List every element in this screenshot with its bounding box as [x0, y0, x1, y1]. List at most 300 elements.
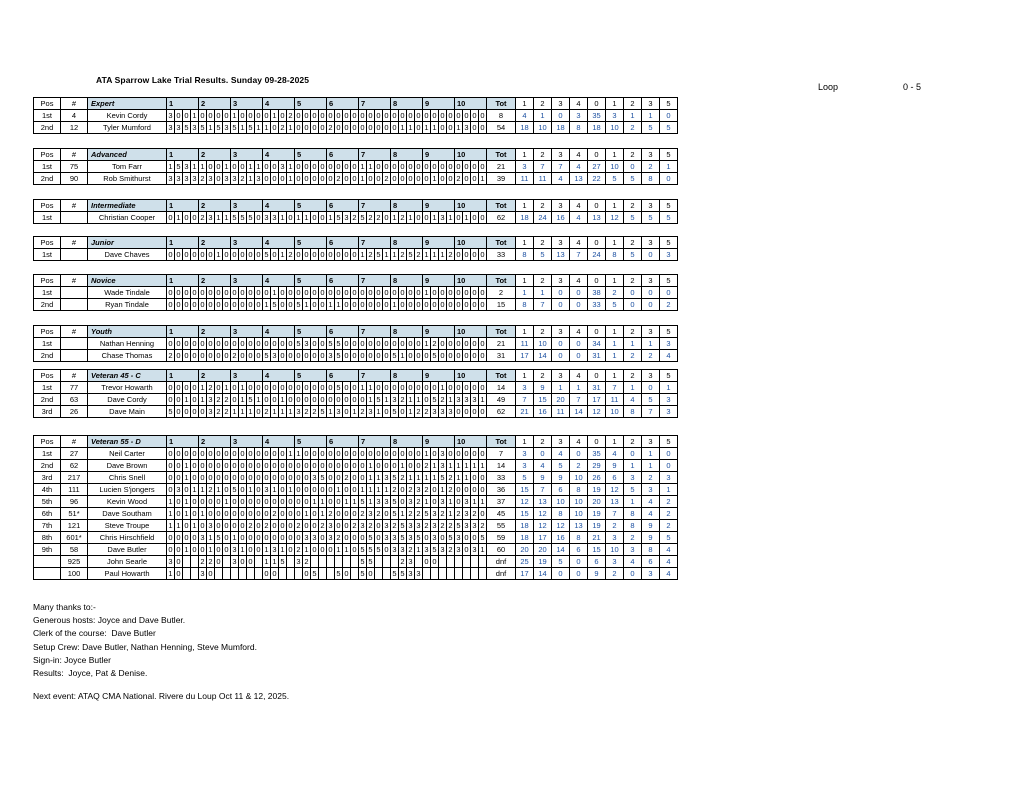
row-section-10-lap-2: 3	[464, 521, 469, 530]
row-section-2-lap-3: 0	[216, 351, 221, 360]
header-section-7: 7	[359, 326, 391, 338]
row-section-1-lap-3: 0	[184, 250, 189, 259]
row-section-8-lap-3: 2	[408, 485, 413, 494]
row-section-10-lap-4: 2	[480, 521, 485, 530]
row-score-count-1: 2	[606, 568, 624, 580]
row-section-2-lap-4: 2	[224, 407, 229, 416]
row-section-10-lap-3: 0	[472, 351, 477, 360]
row-section-1-lap-1: 0	[168, 545, 173, 554]
row-section-4-lap-1: 0	[264, 569, 269, 578]
row-section-1-lap-4: 0	[192, 351, 197, 360]
row-loop-3: 8	[552, 508, 570, 520]
row-section-7-lap-4: 3	[384, 533, 389, 542]
header-score-1: 1	[606, 149, 624, 161]
row-section-9-lap-1: 5	[424, 509, 429, 518]
row-score-count-4: 2	[660, 496, 678, 508]
row-section-9-lap-4: 0	[448, 288, 453, 297]
row-section-4-lap-4: 1	[288, 174, 293, 183]
row-section-5-lap-4: 0	[320, 485, 325, 494]
header-score-3: 3	[642, 436, 660, 448]
row-total: 2	[487, 287, 516, 299]
row-loop-4: 0	[570, 556, 588, 568]
row-loop-4: 10	[570, 472, 588, 484]
row-number: 111	[61, 484, 88, 496]
row-section-6-lap-4: 0	[352, 300, 357, 309]
row-section-10-lap-2: 3	[464, 123, 469, 132]
row-loop-3: 16	[552, 532, 570, 544]
row-score-count-2: 1	[624, 110, 642, 122]
row-section-10-lap-2: 3	[464, 395, 469, 404]
row-section-10-lap-1: 0	[456, 449, 461, 458]
header-loop-1: 1	[516, 237, 534, 249]
row-section-2-lap-1: 1	[200, 485, 205, 494]
row-section-6-lap-3: 0	[344, 288, 349, 297]
row-score-count-0: 20	[588, 496, 606, 508]
row-section-3-lap-1: 0	[232, 395, 237, 404]
row-section-8-lap-1: 0	[392, 174, 397, 183]
row-section-1-lap-1: 0	[168, 339, 173, 348]
row-section-9-lap-2: 0	[432, 557, 437, 566]
row-score-count-2: 5	[624, 484, 642, 496]
row-section-7-lap-2: 2	[368, 250, 373, 259]
row-section-8-lap-2: 5	[400, 533, 405, 542]
row-loop-4: 2	[570, 460, 588, 472]
row-section-8-lap-4: 5	[416, 533, 421, 542]
row-total: 33	[487, 249, 516, 261]
row-section-1-lap-4: 0	[192, 213, 197, 222]
row-section-6-lap-1: 0	[328, 288, 333, 297]
row-section-9-lap-3: 2	[440, 521, 445, 530]
row-section-3-lap-2: 0	[240, 509, 245, 518]
row-section-2-lap-3: 0	[216, 545, 221, 554]
header-total: Tot	[487, 275, 516, 287]
row-section-3-lap-4: 0	[256, 545, 261, 554]
row-score-count-2: 4	[624, 556, 642, 568]
header-score-1: 1	[606, 237, 624, 249]
row-section-5-lap-1: 0	[296, 473, 301, 482]
row-section-2-lap-2: 1	[208, 123, 213, 132]
row-section-3-lap-4: 0	[256, 509, 261, 518]
row-section-9-lap-2: 0	[432, 449, 437, 458]
row-section-10-lap-1	[455, 568, 463, 580]
table-row	[34, 406, 678, 418]
row-section-3-lap-4: 0	[256, 250, 261, 259]
header-total: Tot	[487, 149, 516, 161]
row-section-2-lap-2: 1	[208, 533, 213, 542]
row-section-1-lap-2: 3	[176, 485, 181, 494]
row-score-count-3: 8	[642, 173, 660, 185]
row-section-8-lap-2: 2	[400, 250, 405, 259]
row-section-10-lap-4: 1	[480, 545, 485, 554]
row-score-count-2: 4	[624, 394, 642, 406]
row-number: 77	[61, 382, 88, 394]
row-section-10-lap-4: 0	[480, 111, 485, 120]
row-section-7-lap-1: 5	[360, 557, 365, 566]
row-total: 49	[487, 394, 516, 406]
row-section-9-lap-1: 1	[424, 288, 429, 297]
row-section-5-lap-4: 0	[320, 449, 325, 458]
row-number: 601*	[61, 532, 88, 544]
row-total: 21	[487, 161, 516, 173]
row-section-4-lap-4	[287, 556, 295, 568]
header-section-3: 3	[231, 275, 263, 287]
row-score-count-3: 4	[642, 496, 660, 508]
row-section-7-lap-2: 0	[368, 123, 373, 132]
header-loop-2: 2	[534, 370, 552, 382]
header-score-3: 3	[642, 237, 660, 249]
row-section-5-lap-3: 0	[312, 383, 317, 392]
row-score-count-2: 2	[624, 532, 642, 544]
row-section-9-lap-2: 3	[432, 521, 437, 530]
row-section-6-lap-4: 0	[352, 485, 357, 494]
row-section-9-lap-2: 1	[432, 250, 437, 259]
row-section-2-lap-1: 0	[200, 250, 205, 259]
row-total: 39	[487, 173, 516, 185]
row-loop-4: 7	[570, 249, 588, 261]
row-section-6-lap-4: 0	[352, 449, 357, 458]
row-score-count-1: 2	[606, 287, 624, 299]
row-loop-3: 18	[552, 122, 570, 134]
header-section-5: 5	[295, 326, 327, 338]
row-section-9-lap-4: 2	[448, 521, 453, 530]
row-score-count-2: 3	[624, 472, 642, 484]
row-section-2-lap-1: 0	[200, 497, 205, 506]
header-score-3: 3	[642, 326, 660, 338]
row-section-10-lap-2: 1	[464, 461, 469, 470]
row-section-2-lap-1: 0	[200, 521, 205, 530]
row-section-5-lap-3: 0	[312, 521, 317, 530]
class-table-youth	[33, 325, 678, 362]
row-section-9-lap-1: 0	[424, 395, 429, 404]
row-section-3-lap-2: 0	[240, 449, 245, 458]
row-section-9-lap-3: 3	[440, 213, 445, 222]
row-section-3-lap-1: 1	[232, 111, 237, 120]
row-section-5-lap-3: 0	[312, 351, 317, 360]
row-score-count-0: 13	[588, 212, 606, 224]
header-score-1: 1	[606, 326, 624, 338]
header-loop-4: 4	[570, 326, 588, 338]
row-section-10-lap-1: 3	[456, 533, 461, 542]
header-score-3: 3	[642, 98, 660, 110]
row-score-count-3: 0	[642, 287, 660, 299]
header-number: #	[61, 326, 88, 338]
row-section-2-lap-1: 0	[200, 473, 205, 482]
row-number: 51*	[61, 508, 88, 520]
row-section-10-lap-3: 0	[472, 449, 477, 458]
row-section-2-lap-1: 0	[200, 545, 205, 554]
header-total: Tot	[487, 200, 516, 212]
row-section-7-lap-2: 0	[368, 111, 373, 120]
row-section-7-lap-3: 1	[376, 473, 381, 482]
row-section-4-lap-3: 0	[280, 288, 285, 297]
row-section-4-lap-3: 5	[280, 557, 285, 566]
row-section-9-lap-4: 2	[448, 250, 453, 259]
class-name: Advanced	[88, 149, 167, 161]
row-section-2-lap-2: 0	[208, 339, 213, 348]
row-section-3-lap-1: 0	[232, 300, 237, 309]
row-section-9-lap-1: 2	[424, 461, 429, 470]
row-section-10-lap-1: 0	[456, 383, 461, 392]
row-section-8-lap-2: 0	[400, 339, 405, 348]
row-section-4-lap-1: 0	[264, 383, 269, 392]
row-section-8-lap-1: 0	[392, 449, 397, 458]
row-section-3-lap-4: 1	[256, 123, 261, 132]
row-section-1-lap-2: 0	[176, 250, 181, 259]
row-section-3-lap-1: 1	[232, 407, 237, 416]
row-section-5-lap-2: 0	[304, 395, 309, 404]
class-name: Novice	[88, 275, 167, 287]
row-section-5-lap-3: 0	[312, 288, 317, 297]
row-section-7-lap-3: 2	[376, 213, 381, 222]
row-section-5-lap-1: 0	[296, 497, 301, 506]
row-section-4-lap-3: 1	[280, 250, 285, 259]
header-loop-3: 3	[552, 436, 570, 448]
row-loop-2: 11	[534, 173, 552, 185]
row-section-7-lap-1: 1	[360, 162, 365, 171]
row-section-10-lap-2	[463, 556, 471, 568]
row-section-2-lap-2: 1	[208, 545, 213, 554]
row-section-4-lap-1: 0	[264, 497, 269, 506]
table-row	[34, 161, 678, 173]
row-section-2-lap-4: 3	[224, 123, 229, 132]
row-section-7-lap-3: 1	[376, 485, 381, 494]
row-position: 9th	[34, 544, 61, 556]
row-section-4-lap-4: 0	[288, 497, 293, 506]
row-section-10-lap-1: 0	[456, 111, 461, 120]
row-section-4-lap-1: 1	[264, 123, 269, 132]
row-section-7-lap-3: 5	[376, 395, 381, 404]
header-score-5: 5	[660, 149, 678, 161]
row-section-8-lap-3: 3	[408, 521, 413, 530]
row-section-1-lap-4: 0	[192, 250, 197, 259]
row-section-8-lap-4: 0	[416, 351, 421, 360]
row-section-6-lap-2	[335, 556, 343, 568]
score-range-label: 0 - 5	[903, 82, 922, 92]
row-rider-name: Kevin Wood	[88, 496, 167, 508]
row-section-9-lap-3: 3	[440, 497, 445, 506]
header-section-3: 3	[231, 149, 263, 161]
header-score-5: 5	[660, 200, 678, 212]
row-section-10-lap-2: 1	[464, 473, 469, 482]
row-score-count-1: 12	[606, 484, 624, 496]
row-section-7-lap-1: 5	[360, 545, 365, 554]
row-score-count-3: 3	[642, 568, 660, 580]
row-section-9-lap-4: 0	[448, 174, 453, 183]
row-rider-name: John Searle	[88, 556, 167, 568]
row-section-1-lap-1: 0	[168, 213, 173, 222]
row-section-9-lap-2: 0	[432, 383, 437, 392]
row-section-1-lap-1: 1	[168, 521, 173, 530]
row-number: 75	[61, 161, 88, 173]
row-section-4-lap-1: 0	[264, 461, 269, 470]
row-section-8-lap-3: 3	[408, 557, 413, 566]
row-section-2-lap-3: 1	[216, 485, 221, 494]
row-section-1-lap-3: 1	[184, 497, 189, 506]
row-section-7-lap-2: 1	[368, 461, 373, 470]
row-section-6-lap-3: 0	[344, 407, 349, 416]
header-score-5: 5	[660, 275, 678, 287]
row-section-4-lap-4: 0	[288, 545, 293, 554]
row-score-count-1: 8	[606, 249, 624, 261]
row-loop-4: 8	[570, 484, 588, 496]
row-section-4-lap-4: 0	[288, 395, 293, 404]
row-loop-2: 1	[534, 110, 552, 122]
row-section-5-lap-3: 0	[312, 213, 317, 222]
row-section-1-lap-1: 5	[168, 407, 173, 416]
row-section-1-lap-1: 3	[168, 557, 173, 566]
row-section-2-lap-3: 0	[216, 521, 221, 530]
table-row	[34, 448, 678, 460]
row-section-4-lap-1: 0	[264, 533, 269, 542]
row-section-9-lap-2: 0	[432, 497, 437, 506]
row-section-8-lap-2: 0	[400, 288, 405, 297]
row-section-6-lap-3: 0	[344, 250, 349, 259]
header-score-2: 2	[624, 200, 642, 212]
row-section-1-lap-2: 3	[176, 174, 181, 183]
row-section-5-lap-4: 0	[320, 383, 325, 392]
row-section-8-lap-1: 2	[392, 521, 397, 530]
header-section-7: 7	[359, 149, 391, 161]
row-loop-4: 0	[570, 338, 588, 350]
header-score-1: 1	[606, 436, 624, 448]
row-section-6-lap-4: 0	[352, 123, 357, 132]
row-section-6-lap-4: 0	[352, 395, 357, 404]
header-section-2: 2	[199, 436, 231, 448]
row-score-count-0: 35	[588, 110, 606, 122]
row-section-3-lap-2: 1	[240, 545, 245, 554]
row-section-6-lap-3: 0	[344, 461, 349, 470]
row-section-5-lap-4: 1	[320, 509, 325, 518]
row-section-4-lap-2: 2	[272, 509, 277, 518]
row-number: 925	[61, 556, 88, 568]
row-section-7-lap-1: 0	[360, 533, 365, 542]
row-loop-1: 20	[516, 544, 534, 556]
row-score-count-4: 0	[660, 110, 678, 122]
row-section-6-lap-4: 0	[352, 383, 357, 392]
table-row	[34, 350, 678, 362]
class-name: Youth	[88, 326, 167, 338]
row-score-count-3: 1	[642, 110, 660, 122]
row-section-7-lap-3: 0	[376, 533, 381, 542]
header-section-9: 9	[423, 370, 455, 382]
row-total: dnf	[487, 556, 516, 568]
row-section-8-lap-1: 1	[392, 300, 397, 309]
row-section-9-lap-1: 1	[424, 339, 429, 348]
row-section-1-lap-1: 1	[168, 509, 173, 518]
row-section-7-lap-2: 0	[368, 300, 373, 309]
header-loop-2: 2	[534, 149, 552, 161]
row-score-count-3: 5	[642, 394, 660, 406]
header-section-8: 8	[391, 237, 423, 249]
row-section-4-lap-1: 2	[264, 521, 269, 530]
row-section-7-lap-2: 0	[368, 174, 373, 183]
row-section-5-lap-1: 0	[296, 395, 301, 404]
row-loop-3: 20	[552, 394, 570, 406]
row-score-count-2: 5	[624, 212, 642, 224]
row-score-count-0: 35	[588, 448, 606, 460]
row-section-10-lap-2: 0	[464, 174, 469, 183]
row-section-4-lap-4	[287, 568, 295, 580]
row-section-8-lap-2: 2	[400, 473, 405, 482]
row-section-7-lap-3: 0	[376, 111, 381, 120]
row-section-9-lap-4: 0	[448, 339, 453, 348]
header-loop-3: 3	[552, 237, 570, 249]
header-loop-4: 4	[570, 149, 588, 161]
class-table-veteran-55-d	[33, 435, 678, 580]
row-section-2-lap-4: 1	[224, 213, 229, 222]
credit-line: Clerk of the course: Dave Butler	[33, 628, 156, 639]
row-section-2-lap-2: 3	[208, 395, 213, 404]
row-number: 26	[61, 406, 88, 418]
header-score-1: 1	[606, 370, 624, 382]
row-loop-1: 15	[516, 484, 534, 496]
header-score-1: 1	[606, 200, 624, 212]
row-rider-name: Dave Main	[88, 406, 167, 418]
row-section-6-lap-4: 0	[352, 288, 357, 297]
row-section-7-lap-2: 0	[368, 351, 373, 360]
row-section-2-lap-3: 0	[216, 174, 221, 183]
row-section-6-lap-1: 3	[328, 533, 333, 542]
row-score-count-2: 0	[624, 448, 642, 460]
row-section-7-lap-1: 5	[360, 213, 365, 222]
row-section-1-lap-4: 0	[192, 449, 197, 458]
row-section-5-lap-3: 0	[312, 339, 317, 348]
header-score-2: 2	[624, 370, 642, 382]
header-number: #	[61, 149, 88, 161]
row-score-count-2: 1	[624, 382, 642, 394]
header-score-3: 3	[642, 275, 660, 287]
header-score-0: 0	[588, 200, 606, 212]
credits-block	[33, 601, 257, 680]
row-section-3-lap-3: 0	[248, 545, 253, 554]
row-section-2-lap-1: 5	[200, 123, 205, 132]
row-section-8-lap-3: 1	[408, 395, 413, 404]
row-section-8-lap-1: 5	[392, 473, 397, 482]
row-section-7-lap-2: 1	[368, 497, 373, 506]
row-section-8-lap-1: 0	[392, 383, 397, 392]
row-loop-2: 14	[534, 350, 552, 362]
row-section-6-lap-3: 0	[344, 383, 349, 392]
row-section-10-lap-3: 0	[472, 473, 477, 482]
header-section-3: 3	[231, 98, 263, 110]
header-section-8: 8	[391, 275, 423, 287]
row-section-5-lap-2: 1	[304, 545, 309, 554]
header-section-4: 4	[263, 200, 295, 212]
row-section-1-lap-3: 0	[184, 213, 189, 222]
header-section-9: 9	[423, 237, 455, 249]
row-section-6-lap-3: 1	[344, 497, 349, 506]
row-section-10-lap-3	[471, 568, 479, 580]
row-section-3-lap-1: 0	[232, 521, 237, 530]
row-section-1-lap-2: 0	[176, 351, 181, 360]
row-number: 58	[61, 544, 88, 556]
row-section-10-lap-2: 0	[464, 339, 469, 348]
row-section-7-lap-4: 0	[384, 123, 389, 132]
row-section-10-lap-1	[455, 556, 463, 568]
row-section-6-lap-4: 0	[352, 509, 357, 518]
row-section-5-lap-4: 2	[320, 521, 325, 530]
row-section-9-lap-2: 0	[432, 485, 437, 494]
header-score-1: 1	[606, 275, 624, 287]
row-section-8-lap-4: 0	[416, 288, 421, 297]
row-section-9-lap-2: 3	[432, 533, 437, 542]
row-section-6-lap-2: 5	[336, 569, 341, 578]
row-section-10-lap-2: 0	[464, 485, 469, 494]
row-section-7-lap-4: 2	[384, 174, 389, 183]
row-section-9-lap-1: 1	[424, 250, 429, 259]
row-section-8-lap-4: 0	[416, 213, 421, 222]
header-section-7: 7	[359, 370, 391, 382]
